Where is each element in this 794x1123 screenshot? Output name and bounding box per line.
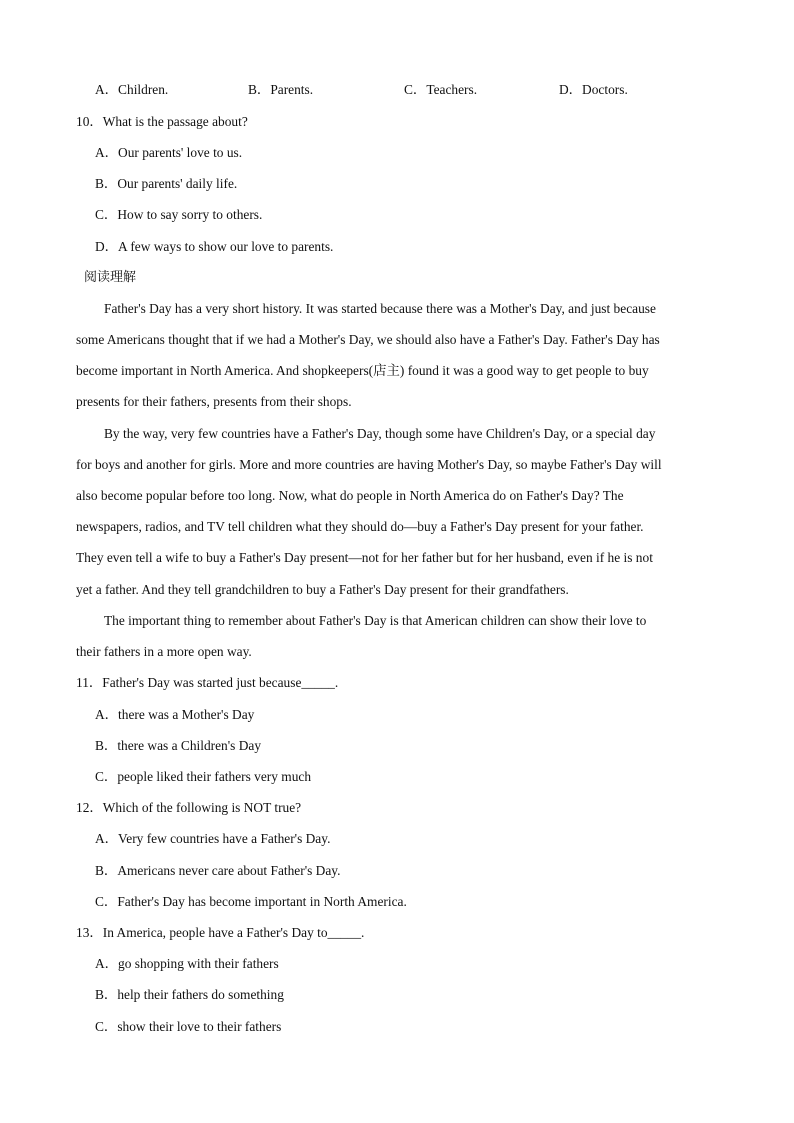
- q12-option-a: A．Very few countries have a Father's Day.: [95, 831, 331, 846]
- q11-option-b: B．there was a Children's Day: [95, 738, 262, 753]
- passage-line: also become popular before too long. Now, what do people in North America do on Father's Day? The: [76, 488, 624, 503]
- q10-option-a: A．Our parents' love to us.: [95, 145, 243, 160]
- passage-line: Father's Day has a very short history. It was started because there was a Mother's Day, and just because: [104, 301, 656, 316]
- passage-line: presents for their fathers, presents from their shops.: [76, 394, 352, 409]
- q13-option-c: C．show their love to their fathers: [95, 1019, 282, 1034]
- q10-option-c: C．How to say sorry to others.: [95, 207, 263, 222]
- q13-option-b: B．help their fathers do something: [95, 987, 284, 1002]
- passage-line: some Americans thought that if we had a Mother's Day, we should also have a Father's Day. Father's Day has: [76, 332, 660, 347]
- q12-option-c: C．Father's Day has become important in North America.: [95, 894, 407, 909]
- q9-option-d: D．Doctors.: [559, 82, 628, 97]
- passage-line: They even tell a wife to buy a Father's Day present—not for her father but for her husband, even if he is not: [76, 550, 653, 565]
- section-title: 阅读理解: [84, 270, 137, 285]
- passage-line: become important in North America. And shopkeepers(店主) found it was a good way to get people to buy: [76, 363, 649, 378]
- q12-stem: 12．Which of the following is NOT true?: [76, 800, 302, 815]
- passage-line: their fathers in a more open way.: [76, 644, 252, 659]
- q13-option-a: A．go shopping with their fathers: [95, 956, 279, 971]
- passage-line: yet a father. And they tell grandchildren to buy a Father's Day present for their grandfathers.: [76, 582, 569, 597]
- q9-options: [0, 80, 794, 100]
- q10-stem: 10．What is the passage about?: [76, 114, 248, 129]
- q13-stem: 13．In America, people have a Father's Day to_____.: [76, 925, 365, 940]
- q10-option-b: B．Our parents' daily life.: [95, 176, 238, 191]
- q11-stem: 11．Father's Day was started just because_____.: [76, 675, 339, 690]
- passage-line: for boys and another for girls. More and more countries are having Mother's Day, so maybe Father's Day will: [76, 457, 662, 472]
- q10-option-d: D．A few ways to show our love to parents.: [95, 239, 334, 254]
- q9-option-c: C．Teachers.: [404, 82, 478, 97]
- passage-line: newspapers, radios, and TV tell children what they should do—buy a Father's Day present for your father.: [76, 519, 644, 534]
- q11-option-c: C．people liked their fathers very much: [95, 769, 312, 784]
- q9-option-a: A．Children.: [95, 82, 169, 97]
- q9-option-b: B．Parents.: [248, 82, 314, 97]
- q12-option-b: B．Americans never care about Father's Day.: [95, 863, 341, 878]
- passage-line: By the way, very few countries have a Father's Day, though some have Children's Day, or a special day: [104, 426, 656, 441]
- q11-option-a: A．there was a Mother's Day: [95, 707, 255, 722]
- passage-line: The important thing to remember about Father's Day is that American children can show their love to: [104, 613, 647, 628]
